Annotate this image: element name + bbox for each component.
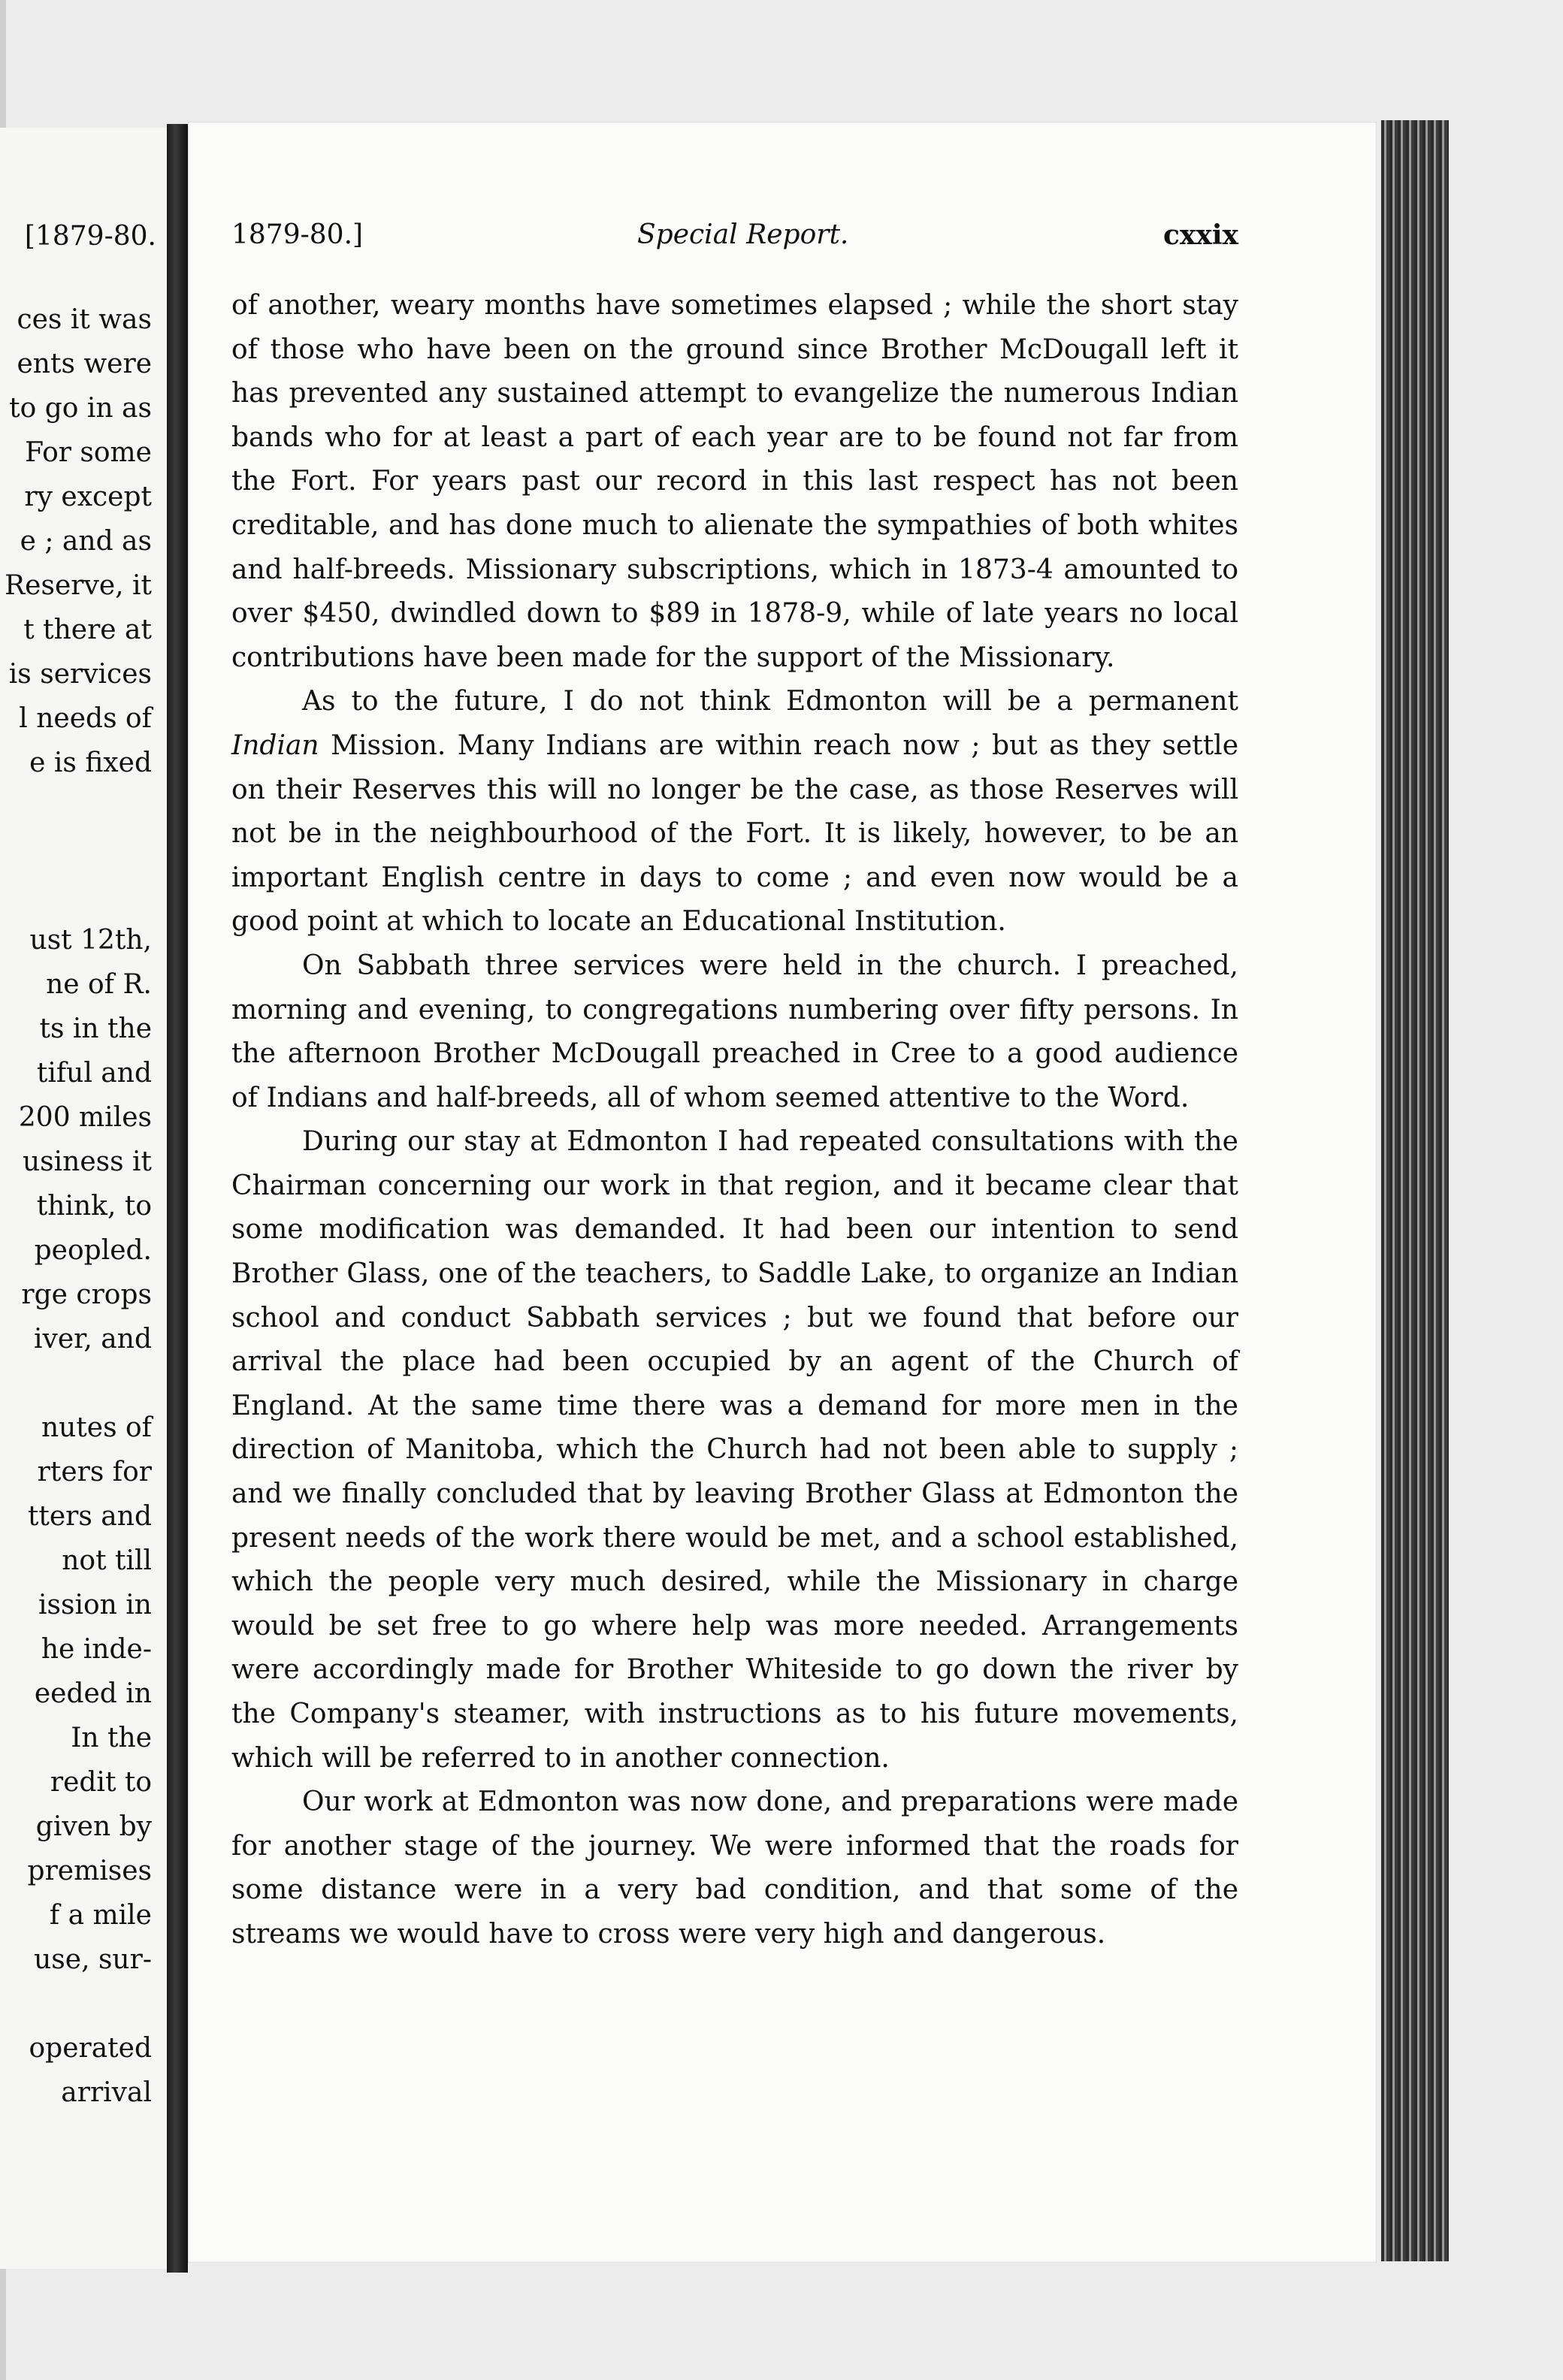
paragraph-5: Our work at Edmonton was now done, and preparations were made for another stage of the journey. We were informed that the roads for some distance were in a very bad condition, and that some of the streams we would have to cross were very high and dangerous. <box>231 1787 1238 1950</box>
left-page-line: arrival <box>61 2077 152 2108</box>
left-page-line <box>5 1982 152 2026</box>
left-page-line <box>5 1361 152 1406</box>
left-page-line: In the <box>71 1723 152 1753</box>
left-page-line: 200 miles <box>18 1102 152 1133</box>
left-page-line: rters for <box>37 1457 152 1488</box>
page-edges <box>1381 120 1449 2261</box>
left-page <box>0 128 167 2269</box>
left-page-line: ces it was <box>17 304 152 335</box>
left-page-line: redit to <box>50 1767 152 1798</box>
left-page-line: ne of R. <box>46 969 152 1000</box>
left-page-line: operated <box>29 2033 152 2064</box>
left-page-text-fragments <box>5 298 152 2115</box>
left-page-line: to go in as <box>9 393 152 424</box>
left-page-line: eeded in <box>34 1678 152 1709</box>
left-page-line: nutes of <box>41 1412 152 1443</box>
paragraph-2-italic: Indian <box>231 729 319 761</box>
page-number: cxxix <box>1163 219 1238 251</box>
paragraph-1: of another, weary months have sometimes elapsed ; while the short stay of those who have been on the ground since Brother McDougall left it has prevented any sustained attempt to evangelize the numerous Indian bands who for at least a part of each year are to be found not far from the Fort. For years past our record in this last respect has not been creditable, and has done much to alienate the sympathies of both whites and half-breeds. Missionary subscriptions, which in 1873-4 amounted to over $450, dwindled down to $89 in 1878-9, while of late years no local contributions have been made for the support of the Missionary. <box>231 290 1238 673</box>
left-page-line: ents were <box>17 349 152 379</box>
left-page-line: rge crops <box>21 1279 152 1310</box>
left-page-line: ry except <box>24 482 152 512</box>
left-page-line: given by <box>35 1811 152 1842</box>
left-page-line: peopled. <box>34 1235 152 1266</box>
paragraph-2 <box>231 680 1238 944</box>
left-page-line: usiness it <box>22 1146 152 1177</box>
body-text <box>231 284 1238 1957</box>
left-page-line: ts in the <box>39 1013 152 1044</box>
left-page-line <box>5 874 152 918</box>
left-page-line: tiful and <box>36 1058 152 1089</box>
left-page-line: For some <box>25 437 152 468</box>
left-page-line: e ; and as <box>20 526 152 557</box>
left-page-line: premises <box>27 1856 152 1886</box>
left-page-line: is services <box>8 659 152 690</box>
left-page-line: tters and <box>27 1501 152 1532</box>
left-page-line: t there at <box>23 615 152 645</box>
left-page-line <box>5 785 152 829</box>
left-page-line: Reserve, it <box>5 570 152 601</box>
left-page-running-head: [1879-80. <box>24 221 156 252</box>
left-page-line: l needs of <box>19 703 152 734</box>
paragraph-3: On Sabbath three services were held in the church. I preached, morning and evening, to congregations numbering over fifty persons. In the afternoon Brother McDougall preached in Cree to a good audience of Indians and half-breeds, all of whom seemed attentive to the Word. <box>231 950 1238 1113</box>
left-page-line <box>5 829 152 874</box>
left-page-line: not till <box>62 1545 152 1576</box>
left-page-line: use, sur- <box>34 1944 152 1975</box>
left-page-line: ust 12th, <box>29 925 152 956</box>
left-page-line: e is fixed <box>29 748 152 778</box>
right-page <box>188 122 1377 2263</box>
paragraph-2-part-2: Mission. Many Indians are within reach now ; but as they settle on their Reserves this will no longer be the case, as those Reserves will not be in the neighbourhood of the Fort. It is likely, however, to be an important English centre in days to come ; and even now would be a good point at which to locate an Educational Institution. <box>231 729 1238 938</box>
left-page-line: ission in <box>38 1590 152 1620</box>
paragraph-2-part-1: As to the future, I do not think Edmonton will be a permanent <box>302 686 1238 717</box>
paragraph-4: During our stay at Edmonton I had repeated consultations with the Chairman concerning our work in that region, and it became clear that some modification was demanded. It had been our intention to send Brother Glass, one of the teachers, to Saddle Lake, to organize an Indian school and conduct Sabbath services ; but we found that before our arrival the place had been occupied by an agent of the Church of England. At the same time there was a demand for more men in the direction of Manitoba, which the Church had not been able to supply ; and we finally concluded that by leaving Brother Glass at Edmonton the present needs of the work there would be met, and a school established, which the people very much desired, while the Missionary in charge would be set free to go where help was more needed. Arrangements were accordingly made for Brother Whiteside to go down the river by the Company's steamer, with instructions as to his future movements, which will be referred to in another connection. <box>231 1126 1238 1774</box>
page-year-range: 1879-80.] <box>231 219 364 250</box>
left-page-line: f a mile <box>49 1900 152 1931</box>
report-title: Special Report. <box>637 219 849 250</box>
left-page-line: think, to <box>36 1191 152 1222</box>
running-head <box>231 219 1238 257</box>
left-page-line: he inde- <box>41 1634 152 1665</box>
book-gutter <box>167 124 188 2273</box>
left-page-line: iver, and <box>34 1324 152 1355</box>
